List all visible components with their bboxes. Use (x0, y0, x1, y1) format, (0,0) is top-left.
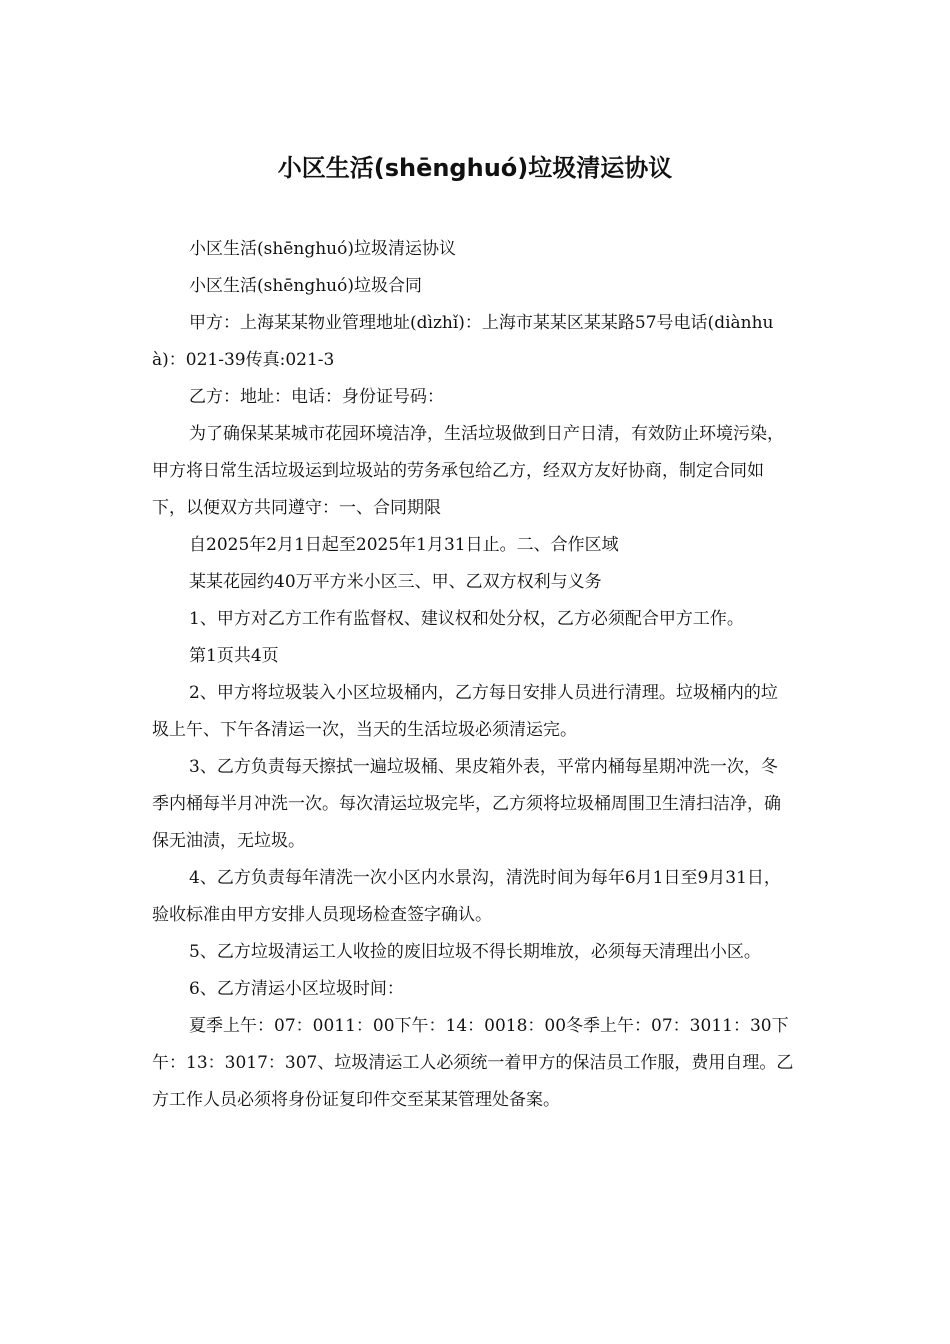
paragraph-title-repeat: 小区生活(shēnghuó)垃圾清运协议 (189, 239, 456, 259)
paragraph-cooperation-area: 某某花园约40万平方米小区三、甲、乙双方权利与义务 (189, 572, 602, 592)
paragraph-clause-6: 6、乙方清运小区垃圾时间： (189, 979, 404, 999)
document-body (152, 231, 794, 1119)
paragraph-schedule: 夏季上午：07：0011：00下午：14：0018：00冬季上午：07：3011：30下午：13：3017：307、垃圾清运工人必须统一着甲方的保洁员工作服，费用自理。乙方工作人员必须将身份证复印件交至某某管理处备案。 (152, 1016, 794, 1110)
paragraph-clause-1: 1、甲方对乙方工作有监督权、建议权和处分权，乙方必须配合甲方工作。 (189, 609, 744, 629)
paragraph-clause-2: 2、甲方将垃圾装入小区垃圾桶内，乙方每日安排人员进行清理。垃圾桶内的垃圾上午、下午各清运一次，当天的生活垃圾必须清运完。 (152, 683, 778, 740)
paragraph-contract-name: 小区生活(shēnghuó)垃圾合同 (189, 276, 422, 296)
paragraph-clause-5: 5、乙方垃圾清运工人收捡的废旧垃圾不得长期堆放，必须每天清理出小区。 (189, 942, 761, 962)
paragraph-contract-period: 自2025年2月1日起至2025年1月31日止。二、合作区域 (189, 535, 619, 555)
page-number: 第1页共4页 (189, 646, 279, 666)
paragraph-party-b: 乙方：地址：电话：身份证号码： (189, 387, 444, 407)
document-title: 小区生活(shēnghuó)垃圾清运协议 (277, 154, 673, 182)
paragraph-clause-3: 3、乙方负责每天擦拭一遍垃圾桶、果皮箱外表，平常内桶每星期冲洗一次，冬季内桶每半月冲洗一次。每次清运垃圾完毕，乙方须将垃圾桶周围卫生清扫洁净，确保无油渍，无垃圾。 (152, 757, 781, 851)
paragraph-clause-4: 4、乙方负责每年清洗一次小区内水景沟，清洗时间为每年6月1日至9月31日，验收标准由甲方安排人员现场检查签字确认。 (152, 868, 781, 925)
paragraph-preamble: 为了确保某某城市花园环境洁净，生活垃圾做到日产日清，有效防止环境污染，甲方将日常生活垃圾运到垃圾站的劳务承包给乙方，经双方友好协商，制定合同如下，以便双方共同遵守：一、合同期限 (152, 424, 784, 518)
paragraph-party-a: 甲方：上海某某物业管理地址(dìzhǐ)：上海市某某区某某路57号电话(diànhuà)：021-39传真:021-3 (152, 313, 774, 370)
